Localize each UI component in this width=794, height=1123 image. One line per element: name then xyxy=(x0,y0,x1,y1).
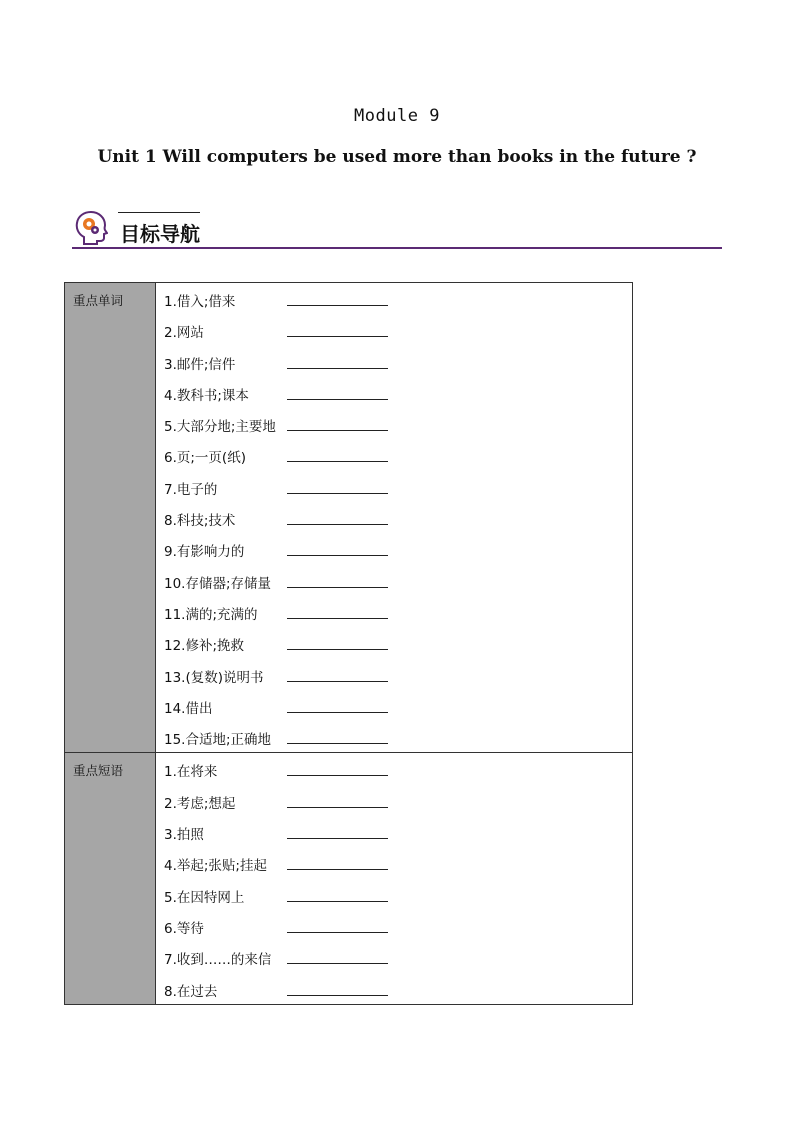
item-label: 10.存储器;存储量 xyxy=(164,575,272,592)
answer-blank[interactable] xyxy=(287,712,388,713)
item-label: 14.借出 xyxy=(164,700,213,717)
module-heading: Module 9 xyxy=(354,106,440,126)
item-label: 1.借入;借来 xyxy=(164,294,236,310)
item-label: 12.修补;挽救 xyxy=(164,638,245,655)
item-label: 2.考虑;想起 xyxy=(164,795,236,812)
item-label: 6.页;一页(纸) xyxy=(164,450,246,467)
answer-blank[interactable] xyxy=(287,901,388,902)
item-label: 7.收到……的来信 xyxy=(164,952,272,969)
answer-blank[interactable] xyxy=(287,524,388,525)
answer-blank[interactable] xyxy=(287,461,388,462)
item-label: 7.电子的 xyxy=(164,481,218,498)
list-item xyxy=(156,346,632,377)
list-item xyxy=(156,627,632,658)
answer-blank[interactable] xyxy=(287,493,388,494)
item-label: 5.在因特网上 xyxy=(164,889,245,906)
list-item xyxy=(156,565,632,596)
list-item xyxy=(156,847,632,878)
list-item xyxy=(156,502,632,533)
item-label: 2.网站 xyxy=(164,325,204,342)
item-label: 8.科技;技术 xyxy=(164,513,236,530)
item-label: 1.在将来 xyxy=(164,764,218,781)
head-gears-icon xyxy=(74,210,108,246)
list-item xyxy=(156,785,632,816)
item-label: 4.举起;张贴;挂起 xyxy=(164,858,267,875)
answer-blank[interactable] xyxy=(287,399,388,400)
item-label: 11.满的;充满的 xyxy=(164,606,258,623)
answer-blank[interactable] xyxy=(287,368,388,369)
list-item xyxy=(156,439,632,470)
category-cell: 重点单词 xyxy=(65,283,156,753)
answer-blank[interactable] xyxy=(287,963,388,964)
item-label: 8.在过去 xyxy=(164,983,218,1000)
answer-blank[interactable] xyxy=(287,430,388,431)
answer-blank[interactable] xyxy=(287,838,388,839)
unit-title: Unit 1 Will computers be used more than books in the future ? xyxy=(97,147,697,167)
list-item xyxy=(156,596,632,627)
answer-blank[interactable] xyxy=(287,618,388,619)
list-item xyxy=(156,314,632,345)
item-label: 13.(复数)说明书 xyxy=(164,669,264,686)
item-label: 15.合适地;正确地 xyxy=(164,732,272,749)
answer-blank[interactable] xyxy=(287,869,388,870)
vocab-table xyxy=(64,282,633,1005)
list-item xyxy=(156,816,632,847)
list-item xyxy=(156,690,632,721)
answer-blank[interactable] xyxy=(287,775,388,776)
list-item xyxy=(156,973,632,1004)
answer-blank[interactable] xyxy=(287,743,388,744)
list-item xyxy=(156,941,632,972)
answer-blank[interactable] xyxy=(287,649,388,650)
list-item xyxy=(156,471,632,502)
answer-blank[interactable] xyxy=(287,336,388,337)
category-cell: 重点短语 xyxy=(65,753,156,1004)
list-item xyxy=(156,879,632,910)
item-label: 9.有影响力的 xyxy=(164,544,245,561)
list-item xyxy=(156,533,632,564)
answer-blank[interactable] xyxy=(287,305,388,306)
table-row-words xyxy=(65,283,633,753)
item-label: 6.等待 xyxy=(164,920,204,937)
list-item xyxy=(156,753,632,784)
list-item xyxy=(156,659,632,690)
table-row-phrases xyxy=(65,753,633,1004)
answer-blank[interactable] xyxy=(287,555,388,556)
item-label: 3.邮件;信件 xyxy=(164,356,236,373)
section-header xyxy=(72,208,722,250)
section-rule xyxy=(72,247,722,249)
item-label: 5.大部分地;主要地 xyxy=(164,419,276,436)
list-item xyxy=(156,910,632,941)
answer-blank[interactable] xyxy=(287,587,388,588)
list-item xyxy=(156,408,632,439)
item-label: 4.教科书;课本 xyxy=(164,387,249,404)
answer-blank[interactable] xyxy=(287,807,388,808)
section-title: 目标导航 xyxy=(120,222,200,246)
items-cell xyxy=(156,753,633,1004)
list-item xyxy=(156,283,632,314)
list-item xyxy=(156,377,632,408)
section-top-line xyxy=(118,212,200,213)
answer-blank[interactable] xyxy=(287,681,388,682)
list-item xyxy=(156,721,632,752)
answer-blank[interactable] xyxy=(287,932,388,933)
items-cell xyxy=(156,283,633,753)
answer-blank[interactable] xyxy=(287,995,388,996)
item-label: 3.拍照 xyxy=(164,827,204,844)
